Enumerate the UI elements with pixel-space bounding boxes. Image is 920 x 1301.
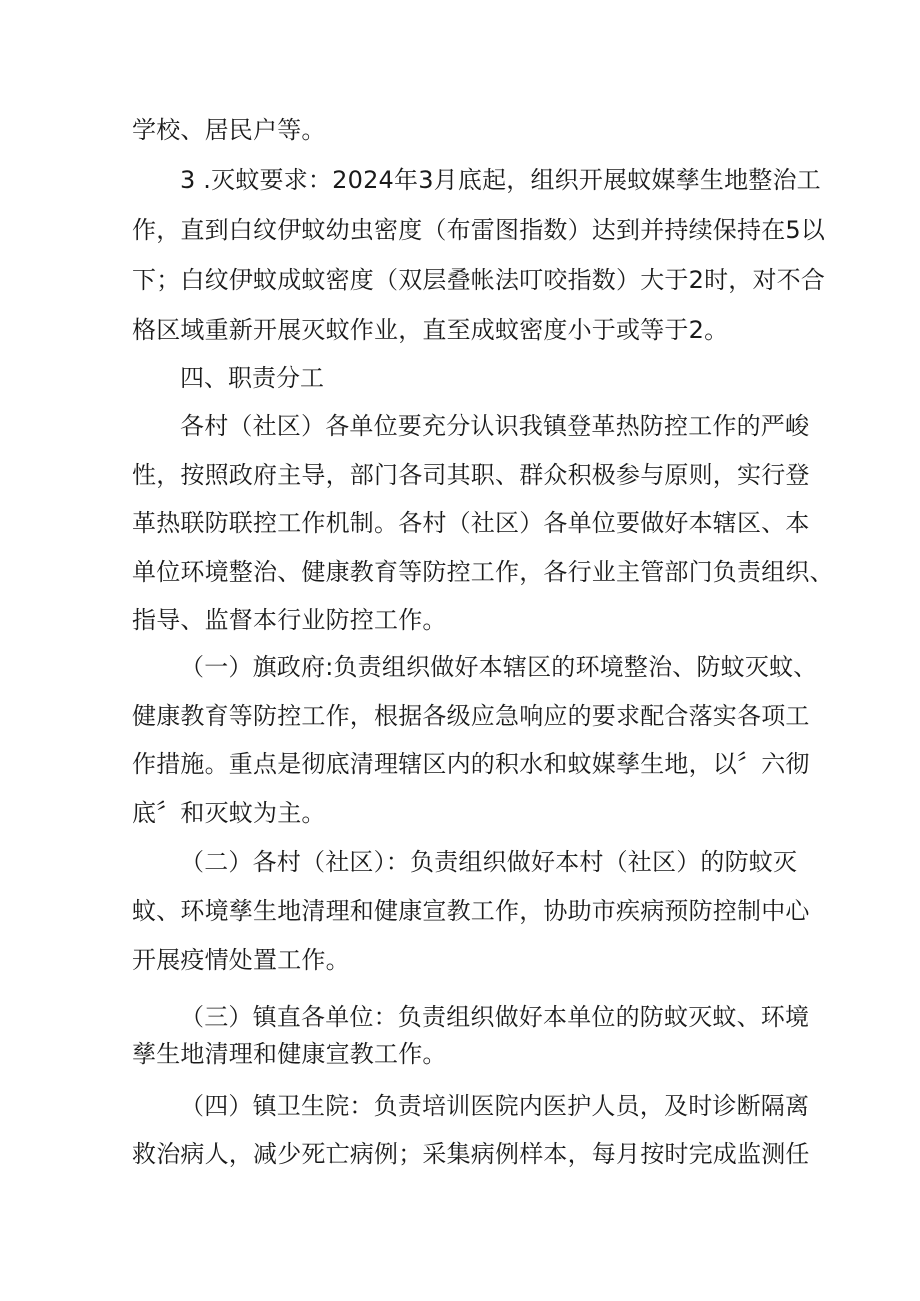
paragraph-line: 各村（社区）各单位要充分认识我镇登革热防控工作的严峻 [180, 412, 810, 440]
paragraph-line: 孳生地清理和健康宣教工作。 [132, 1040, 447, 1068]
paragraph-line: 下；白纹伊蚊成蚊密度（双层叠帐法叮咬指数）大于2时，对不合 [132, 266, 826, 294]
paragraph-line: （二）各村（社区）：负责组织做好本村（社区）的防蚊灭 [180, 848, 798, 876]
paragraph-line: 蚊、环境孳生地清理和健康宣教工作，协助市疾病预防控制中心 [132, 897, 810, 925]
paragraph-line: 作措施。重点是彻底清理辖区内的积水和蚊媒孳生地，以〞六彻 [132, 750, 810, 778]
paragraph-line: 单位环境整治、健康教育等防控工作，各行业主管部门负责组织、 [132, 558, 834, 586]
paragraph-line: 底〞和灭蚊为主。 [132, 799, 326, 827]
paragraph-line: （一）旗政府:负责组织做好本辖区的环境整治、防蚊灭蚊、 [180, 653, 818, 681]
paragraph-line: （三）镇直各单位：负责组织做好本单位的防蚊灭蚊、环境 [180, 1003, 810, 1031]
paragraph-line: 性，按照政府主导，部门各司其职、群众积极参与原则，实行登 [132, 461, 810, 489]
paragraph-line: 革热联防联控工作机制。各村（社区）各单位要做好本辖区、本 [132, 509, 810, 537]
paragraph-line: （四）镇卫生院：负责培训医院内医护人员，及时诊断隔离 [180, 1092, 810, 1120]
paragraph-line: 3 .灭蚊要求：2024年3月底起，组织开展蚊媒孳生地整治工 [180, 166, 821, 194]
paragraph-line: 作，直到白纹伊蚊幼虫密度（布雷图指数）达到并持续保持在5以 [132, 216, 826, 244]
paragraph-line: 格区域重新开展灭蚊作业，直至成蚊密度小于或等于2。 [132, 316, 729, 344]
paragraph-line: 学校、居民户等。 [132, 116, 326, 144]
paragraph-line: 健康教育等防控工作，根据各级应急响应的要求配合落实各项工 [132, 702, 810, 730]
section-heading: 四、职责分工 [180, 364, 324, 392]
paragraph-line: 开展疫情处置工作。 [132, 946, 350, 974]
paragraph-line: 指导、监督本行业防控工作。 [132, 606, 447, 634]
paragraph-line: 救治病人，减少死亡病例；采集病例样本，每月按时完成监测任 [132, 1140, 810, 1168]
